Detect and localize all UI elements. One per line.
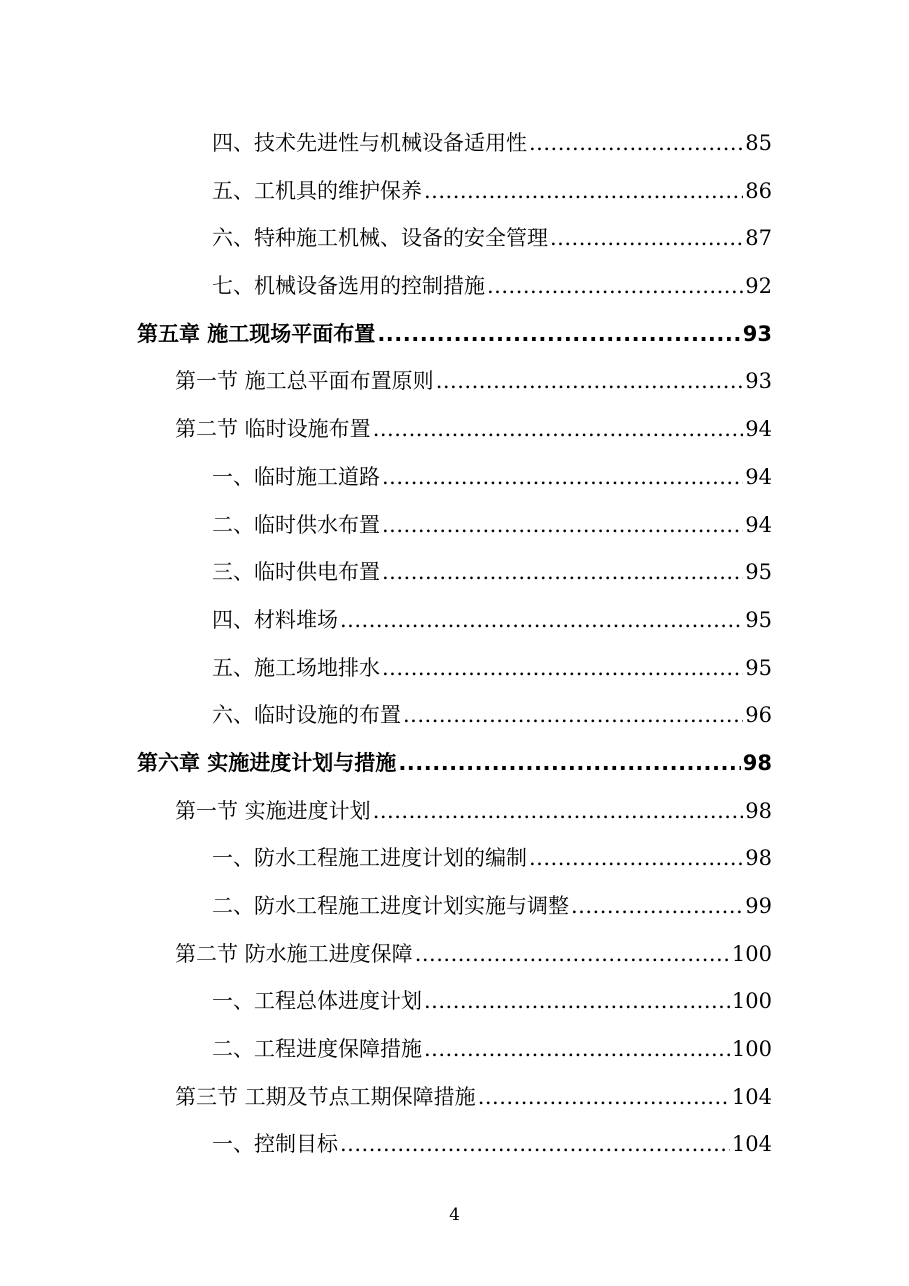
toc-dot-leader — [478, 1074, 730, 1122]
toc-entry-page: 94 — [745, 417, 772, 442]
toc-entry-page: 100 — [731, 941, 772, 966]
toc-entry-label: 第五章 施工现场平面布置 — [137, 321, 376, 346]
toc-entry-label: 第二节 临时设施布置 — [175, 417, 371, 442]
toc-entry-label: 六、特种施工机械、设备的安全管理 — [212, 226, 548, 251]
toc-dot-leader — [340, 597, 743, 645]
toc-entry-page: 94 — [745, 512, 772, 537]
toc-entry-page: 95 — [745, 560, 772, 585]
toc-entry-label: 四、材料堆场 — [212, 607, 338, 632]
toc-entry-page: 95 — [745, 655, 772, 680]
toc-entry-page: 100 — [731, 989, 772, 1014]
toc-chapter-entry[interactable] — [0, 740, 909, 788]
toc-entry-label: 七、机械设备选用的控制措施 — [212, 274, 485, 299]
toc-dot-leader — [382, 645, 743, 693]
toc-entry[interactable] — [0, 835, 909, 883]
toc-entry-label: 第六章 实施进度计划与措施 — [137, 750, 397, 775]
toc-dot-leader — [571, 883, 743, 931]
toc-dot-leader — [340, 1121, 730, 1169]
toc-entry[interactable] — [0, 1026, 909, 1074]
toc-entry[interactable] — [0, 215, 909, 263]
toc-dot-leader — [382, 549, 743, 597]
toc-dot-leader — [529, 120, 743, 168]
toc-entry[interactable] — [0, 645, 909, 693]
toc-entry-label: 二、工程进度保障措施 — [212, 1037, 422, 1062]
toc-entry-page: 87 — [745, 226, 772, 251]
toc-dot-leader — [382, 502, 743, 550]
toc-dot-leader — [529, 835, 743, 883]
toc-entry[interactable] — [0, 1121, 909, 1169]
toc-entry-page: 92 — [745, 274, 772, 299]
toc-entry-page: 93 — [745, 369, 772, 394]
toc-entry-label: 六、临时设施的布置 — [212, 703, 401, 728]
toc-entry[interactable] — [0, 454, 909, 502]
page-number: 4 — [449, 1205, 460, 1225]
toc-entry-page: 94 — [745, 464, 772, 489]
toc-section-entry[interactable] — [0, 788, 909, 836]
toc-entry-label: 五、工机具的维护保养 — [212, 178, 422, 203]
toc-entry-label: 第二节 防水施工进度保障 — [175, 941, 413, 966]
toc-entry-page: 93 — [742, 321, 772, 346]
toc-dot-leader — [487, 263, 743, 311]
toc-entry-page: 95 — [745, 607, 772, 632]
toc-entry-page: 85 — [745, 131, 772, 155]
toc-entry[interactable] — [0, 120, 909, 168]
toc-entry-label: 一、控制目标 — [212, 1132, 338, 1157]
toc-entry[interactable] — [0, 597, 909, 645]
toc-chapter-entry[interactable] — [0, 311, 909, 359]
toc-entry-label: 一、防水工程施工进度计划的编制 — [212, 846, 527, 871]
toc-entry[interactable] — [0, 549, 909, 597]
toc-dot-leader — [550, 215, 743, 263]
toc-entry[interactable] — [0, 263, 909, 311]
toc-entry-label: 第一节 实施进度计划 — [175, 798, 371, 823]
toc-section-entry[interactable] — [0, 931, 909, 979]
toc-dot-leader — [415, 931, 730, 979]
toc-dot-leader — [403, 692, 743, 740]
toc-entry-label: 二、防水工程施工进度计划实施与调整 — [212, 894, 569, 918]
toc-entry-page: 98 — [742, 750, 772, 775]
toc-dot-leader — [436, 358, 744, 406]
toc-entry-page: 104 — [731, 1132, 772, 1157]
toc-dot-leader — [424, 168, 743, 216]
toc-entry[interactable] — [0, 692, 909, 740]
toc-entry-page: 96 — [745, 703, 772, 728]
toc-entry-label: 二、临时供水布置 — [212, 512, 380, 537]
toc-entry-label: 第三节 工期及节点工期保障措施 — [175, 1084, 476, 1109]
toc-dot-leader — [398, 740, 740, 788]
toc-entry-page: 98 — [745, 798, 772, 823]
toc-dot-leader — [424, 978, 730, 1026]
toc-section-entry[interactable] — [0, 406, 909, 454]
toc-entry-label: 三、临时供电布置 — [212, 560, 380, 585]
toc-entry-label: 五、施工场地排水 — [212, 655, 380, 680]
toc-entry-page: 99 — [745, 894, 772, 918]
toc-entry-label: 四、技术先进性与机械设备适用性 — [212, 131, 527, 155]
toc-dot-leader — [373, 788, 744, 836]
toc-dot-leader — [377, 311, 740, 359]
toc-dot-leader — [424, 1026, 730, 1074]
toc-entry-page: 100 — [731, 1037, 772, 1062]
toc-entry-page: 104 — [731, 1084, 772, 1109]
toc-entry[interactable] — [0, 168, 909, 216]
toc-entry-page: 98 — [745, 846, 772, 871]
toc-entry-label: 一、工程总体进度计划 — [212, 989, 422, 1014]
toc-entry[interactable] — [0, 502, 909, 550]
toc-entry[interactable] — [0, 883, 909, 931]
toc-section-entry[interactable] — [0, 1074, 909, 1122]
toc-dot-leader — [373, 406, 744, 454]
toc-entry-page: 86 — [745, 178, 772, 203]
toc-entry[interactable] — [0, 978, 909, 1026]
toc-entry-label: 第一节 施工总平面布置原则 — [175, 369, 434, 394]
table-of-contents — [0, 120, 909, 1169]
toc-dot-leader — [382, 454, 743, 502]
toc-entry-label: 一、临时施工道路 — [212, 464, 380, 489]
toc-section-entry[interactable] — [0, 358, 909, 406]
